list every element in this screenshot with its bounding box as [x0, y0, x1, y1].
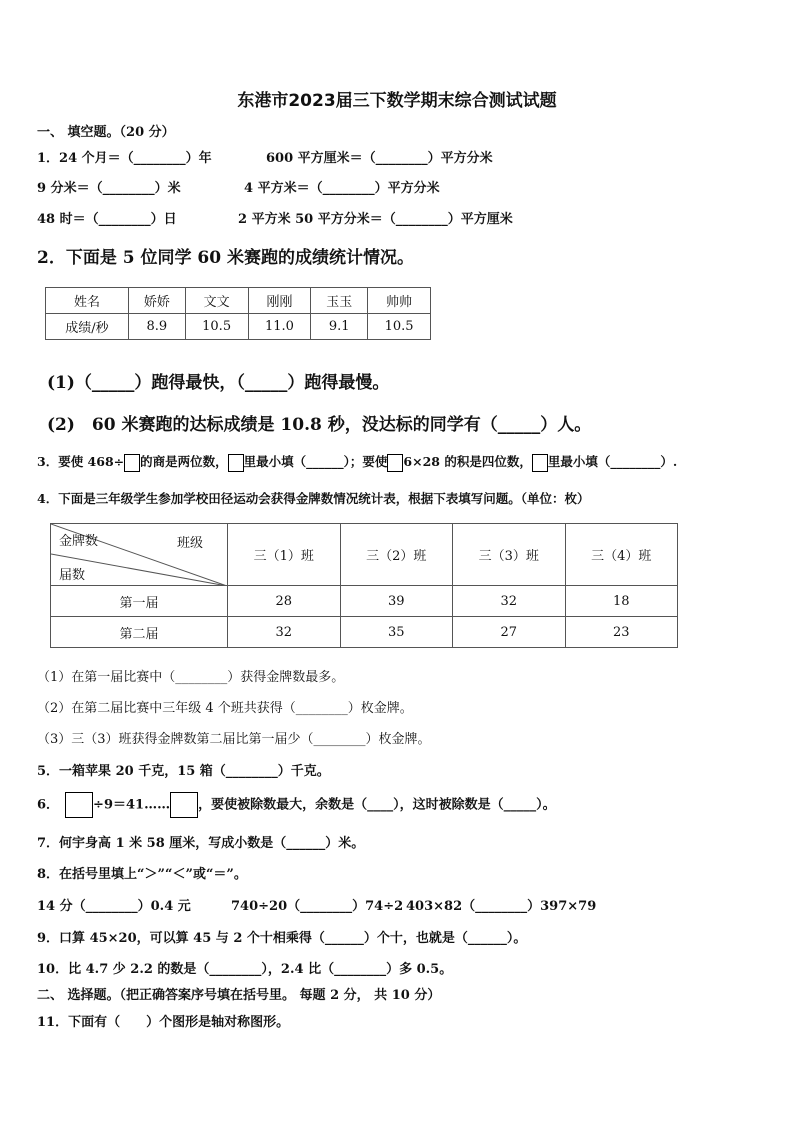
q4-stem: 4．下面是三年级学生参加学校田径运动会获得金牌数情况统计表，根据下表填写问题。（单位：枚）: [37, 491, 590, 506]
q6-tail: ，要使被除数最大，余数是（____），这时被除数是（_____）。: [198, 797, 556, 813]
q6-box-remainder: [170, 792, 198, 818]
q7: 7．何宇身高 1 米 58 厘米，写成小数是（______）米。: [37, 836, 365, 851]
q3-text-c: 里最小填（______）；要使: [243, 454, 388, 469]
q1-e: 48 时＝（________）日: [37, 212, 177, 227]
q3-text-a: 3．要使 468÷: [37, 454, 125, 469]
table-cell: 28: [228, 586, 341, 617]
table-cell: 帅帅: [368, 288, 431, 314]
q3-box-4: [532, 454, 548, 472]
q6: [37, 792, 556, 818]
table-header: 三（4）班: [565, 524, 678, 586]
table-cell: 9.1: [311, 314, 368, 340]
table-cell: 刚刚: [248, 288, 311, 314]
q1-d: 4 平方米＝（________）平方分米: [244, 181, 440, 196]
q6-num: 6．: [37, 797, 60, 813]
q2-stem: 2．下面是 5 位同学 60 米赛跑的成绩统计情况。: [37, 248, 414, 268]
q4-part3: （3）三（3）班获得金牌数第二届比第一届少（________）枚金牌。: [37, 732, 431, 747]
table-cell: 成绩/秒: [46, 314, 129, 340]
corner-label-medals: 金牌数: [59, 534, 99, 549]
page-title: 东港市2023届三下数学期末综合测试试题: [237, 91, 557, 111]
q9: 9．口算 45×20，可以算 45 与 2 个十相乘得（______）个十，也就是（______）。: [37, 931, 527, 946]
section-1-heading: 一、 填空题。（20 分）: [37, 125, 175, 140]
table-cell: 39: [340, 586, 453, 617]
q2-part1: (1)（_____）跑得最快，（_____）跑得最慢。: [47, 373, 390, 393]
q8-b: 740÷20（________）74÷2: [231, 899, 404, 914]
q6-mid: ÷9＝41……: [93, 797, 171, 813]
table-cell: 35: [340, 617, 453, 648]
q3-box-1: [124, 454, 140, 472]
row-label: 第一届: [51, 586, 228, 617]
q4-part2: （2）在第二届比赛中三年级 4 个班共获得（________）枚金牌。: [37, 701, 413, 716]
q3-text-b: 的商是两位数，: [140, 454, 228, 469]
row-label: 第二届: [51, 617, 228, 648]
q3: [37, 452, 677, 472]
table-cell: 32: [453, 586, 566, 617]
q4-table: [50, 523, 678, 648]
table-cell: 10.5: [368, 314, 431, 340]
q3-text-e: 里最小填（________）.: [547, 454, 678, 469]
table-cell: 27: [453, 617, 566, 648]
table-header: 三（2）班: [340, 524, 453, 586]
corner-label-session: 届数: [59, 568, 86, 583]
table-header: 三（1）班: [228, 524, 341, 586]
table-cell: 11.0: [248, 314, 311, 340]
table-cell: 18: [565, 586, 678, 617]
q4-part1: （1）在第一届比赛中（________）获得金牌数最多。: [37, 670, 345, 685]
table-cell: 文文: [185, 288, 248, 314]
table-cell: 10.5: [185, 314, 248, 340]
q1-f: 2 平方米 50 平方分米＝（________）平方厘米: [238, 212, 513, 227]
q10: 10．比 4.7 少 2.2 的数是（________），2.4 比（________）多 0.5。: [37, 962, 453, 977]
table-cell: 23: [565, 617, 678, 648]
q2-table: [45, 287, 431, 340]
q8-a: 14 分（________）0.4 元: [37, 899, 191, 914]
q3-box-2: [228, 454, 244, 472]
q1-c: 9 分米＝（________）米: [37, 181, 181, 196]
table-cell: 娇娇: [129, 288, 186, 314]
q5: 5．一箱苹果 20 千克，15 箱（________）千克。: [37, 764, 330, 779]
q1-b: 600 平方厘米＝（________）平方分米: [266, 151, 493, 166]
q6-box-dividend: [65, 792, 93, 818]
table-cell: 姓名: [46, 288, 129, 314]
q3-box-3: [387, 454, 403, 472]
table-cell: 玉玉: [311, 288, 368, 314]
table-cell: 8.9: [129, 314, 186, 340]
q8-stem: 8．在括号里填上“＞”“＜”或“＝”。: [37, 867, 247, 882]
corner-label-class: 班级: [177, 536, 204, 551]
q11: 11．下面有（ ）个图形是轴对称图形。: [37, 1015, 290, 1030]
table-header: 三（3）班: [453, 524, 566, 586]
q2-part2: (2) 60 米赛跑的达标成绩是 10.8 秒，没达标的同学有（_____）人。: [47, 415, 592, 435]
table-corner-cell: [51, 524, 228, 586]
section-2-heading: 二、 选择题。（把正确答案序号填在括号里。 每题 2 分， 共 10 分）: [37, 988, 441, 1003]
q1-a: 1．24 个月＝（________）年: [37, 151, 212, 166]
q3-text-d: 6×28 的积是四位数，: [403, 454, 532, 469]
table-cell: 32: [228, 617, 341, 648]
q8-c: 403×82（________）397×79: [406, 899, 597, 914]
